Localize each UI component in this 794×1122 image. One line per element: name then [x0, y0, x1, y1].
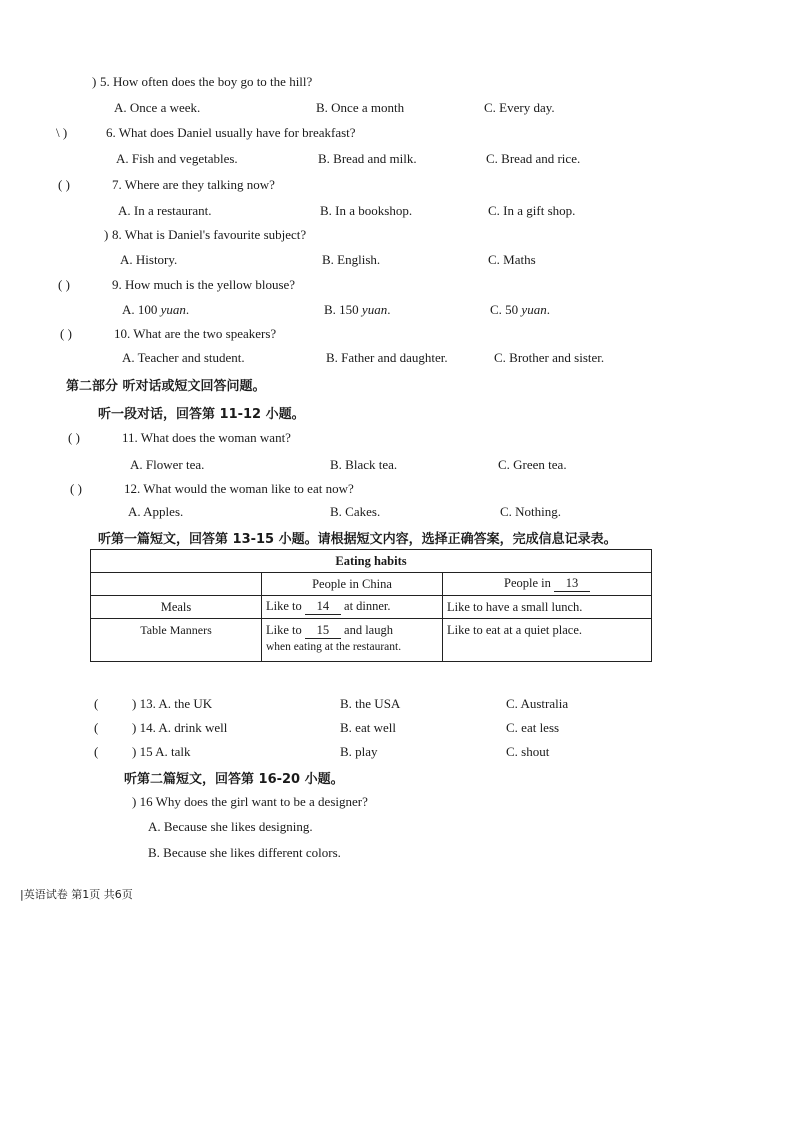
blank-14[interactable]: 14 — [305, 599, 341, 615]
question-stem: 8. What is Daniel's favourite subject? — [112, 227, 307, 242]
option-b[interactable]: B. 150 yuan. — [324, 302, 391, 317]
answer-paren[interactable]: ( ) — [60, 326, 72, 341]
option-c[interactable]: C. Every day. — [484, 100, 555, 115]
question-stem: 9. How much is the yellow blouse? — [112, 277, 296, 292]
option-b[interactable]: B. the USA — [340, 696, 401, 711]
row-label-meals: Meals — [91, 596, 262, 619]
answer-paren[interactable]: ( ) — [58, 177, 70, 192]
question-stem: 5. How often does the boy go to the hill? — [100, 74, 313, 89]
question-stem-option-a[interactable]: ) 14. A. drink well — [132, 720, 228, 735]
cell-meals-china — [262, 596, 443, 619]
answer-paren[interactable]: ( — [94, 744, 99, 759]
cell-meals-other: Like to have a small lunch. — [443, 596, 652, 619]
cell-manners-china — [262, 619, 443, 662]
blank-13[interactable]: 13 — [554, 576, 590, 592]
answer-paren[interactable]: ( ) — [68, 430, 80, 445]
answer-paren[interactable]: ( ) — [58, 277, 70, 292]
option-a[interactable]: A. 100 yuan. — [122, 302, 190, 317]
answer-paren[interactable]: \ ) — [56, 125, 68, 140]
eating-habits-table — [90, 549, 652, 662]
option-a[interactable]: A. Apples. — [128, 504, 184, 519]
cell-text: when eating at the restaurant. — [266, 641, 402, 653]
option-c[interactable]: C. Maths — [488, 252, 536, 267]
option-b[interactable]: B. play — [340, 744, 378, 759]
option-c[interactable]: C. Australia — [506, 696, 569, 711]
option-c[interactable]: C. Green tea. — [498, 457, 567, 472]
option-b[interactable]: B. In a bookshop. — [320, 203, 413, 218]
option-c[interactable]: C. Brother and sister. — [494, 350, 605, 365]
option-b[interactable]: B. Once a month — [316, 100, 405, 115]
option-a[interactable]: A. Flower tea. — [130, 457, 205, 472]
option-c[interactable]: C. shout — [506, 744, 550, 759]
option-a[interactable]: A. Once a week. — [114, 100, 201, 115]
option-c[interactable]: C. 50 yuan. — [490, 302, 550, 317]
option-b[interactable]: B. Cakes. — [330, 504, 381, 519]
answer-paren[interactable]: ( ) — [70, 481, 82, 496]
option-a[interactable]: A. History. — [120, 252, 178, 267]
question-stem: 11. What does the woman want? — [122, 430, 291, 445]
header-prefix: People in — [504, 576, 551, 590]
option-b[interactable]: B. English. — [322, 252, 381, 267]
option-a[interactable]: A. In a restaurant. — [118, 203, 212, 218]
table-corner-cell — [91, 573, 262, 596]
option-c[interactable]: C. In a gift shop. — [488, 203, 576, 218]
answer-paren[interactable]: ( — [94, 696, 99, 711]
page-footer: |英语试卷 第1页 共6页 — [20, 888, 133, 901]
option-b[interactable]: B. Bread and milk. — [318, 151, 417, 166]
dialog-heading: 听一段对话，回答第 11-12 小题。 — [98, 407, 305, 422]
blank-15[interactable]: 15 — [305, 623, 341, 639]
table-title: Eating habits — [91, 550, 652, 573]
answer-paren[interactable]: ) — [104, 227, 109, 242]
question-stem: ) 16 Why does the girl want to be a designer? — [132, 794, 368, 809]
answer-paren[interactable]: ) — [92, 74, 97, 89]
option-b[interactable]: B. eat well — [340, 720, 396, 735]
question-stem-option-a[interactable]: ) 13. A. the UK — [132, 696, 213, 711]
option-a[interactable]: A. Because she likes designing. — [148, 819, 313, 834]
option-c[interactable]: C. eat less — [506, 720, 560, 735]
option-c[interactable]: C. Bread and rice. — [486, 151, 581, 166]
question-stem: 12. What would the woman like to eat now? — [124, 481, 354, 496]
cell-manners-other: Like to eat at a quiet place. — [443, 619, 652, 662]
question-stem: 7. Where are they talking now? — [112, 177, 275, 192]
cell-text: and laugh — [344, 623, 393, 637]
passage-2-heading: 听第二篇短文，回答第 16-20 小题。 — [124, 772, 344, 787]
passage-1-heading: 听第一篇短文，回答第 13-15 小题。请根据短文内容，选择正确答案，完成信息记录表。 — [98, 532, 617, 547]
cell-text: at dinner. — [344, 599, 391, 613]
option-b[interactable]: B. Black tea. — [330, 457, 398, 472]
option-a[interactable]: A. Fish and vegetables. — [116, 151, 238, 166]
option-b[interactable]: B. Because she likes different colors. — [148, 845, 341, 860]
question-stem: 10. What are the two speakers? — [114, 326, 277, 341]
option-b[interactable]: B. Father and daughter. — [326, 350, 448, 365]
cell-text: Like to — [266, 623, 302, 637]
table-header-china: People in China — [262, 573, 443, 596]
table-header-other — [443, 573, 652, 596]
part-2-heading: 第二部分 听对话或短文回答问题。 — [66, 379, 266, 394]
option-a[interactable]: A. Teacher and student. — [122, 350, 245, 365]
cell-text: Like to — [266, 599, 302, 613]
answer-paren[interactable]: ( — [94, 720, 99, 735]
question-stem: 6. What does Daniel usually have for breakfast? — [106, 125, 356, 140]
option-c[interactable]: C. Nothing. — [500, 504, 562, 519]
row-label-table-manners: Table Manners — [91, 619, 262, 662]
question-stem-option-a[interactable]: ) 15 A. talk — [132, 744, 191, 759]
